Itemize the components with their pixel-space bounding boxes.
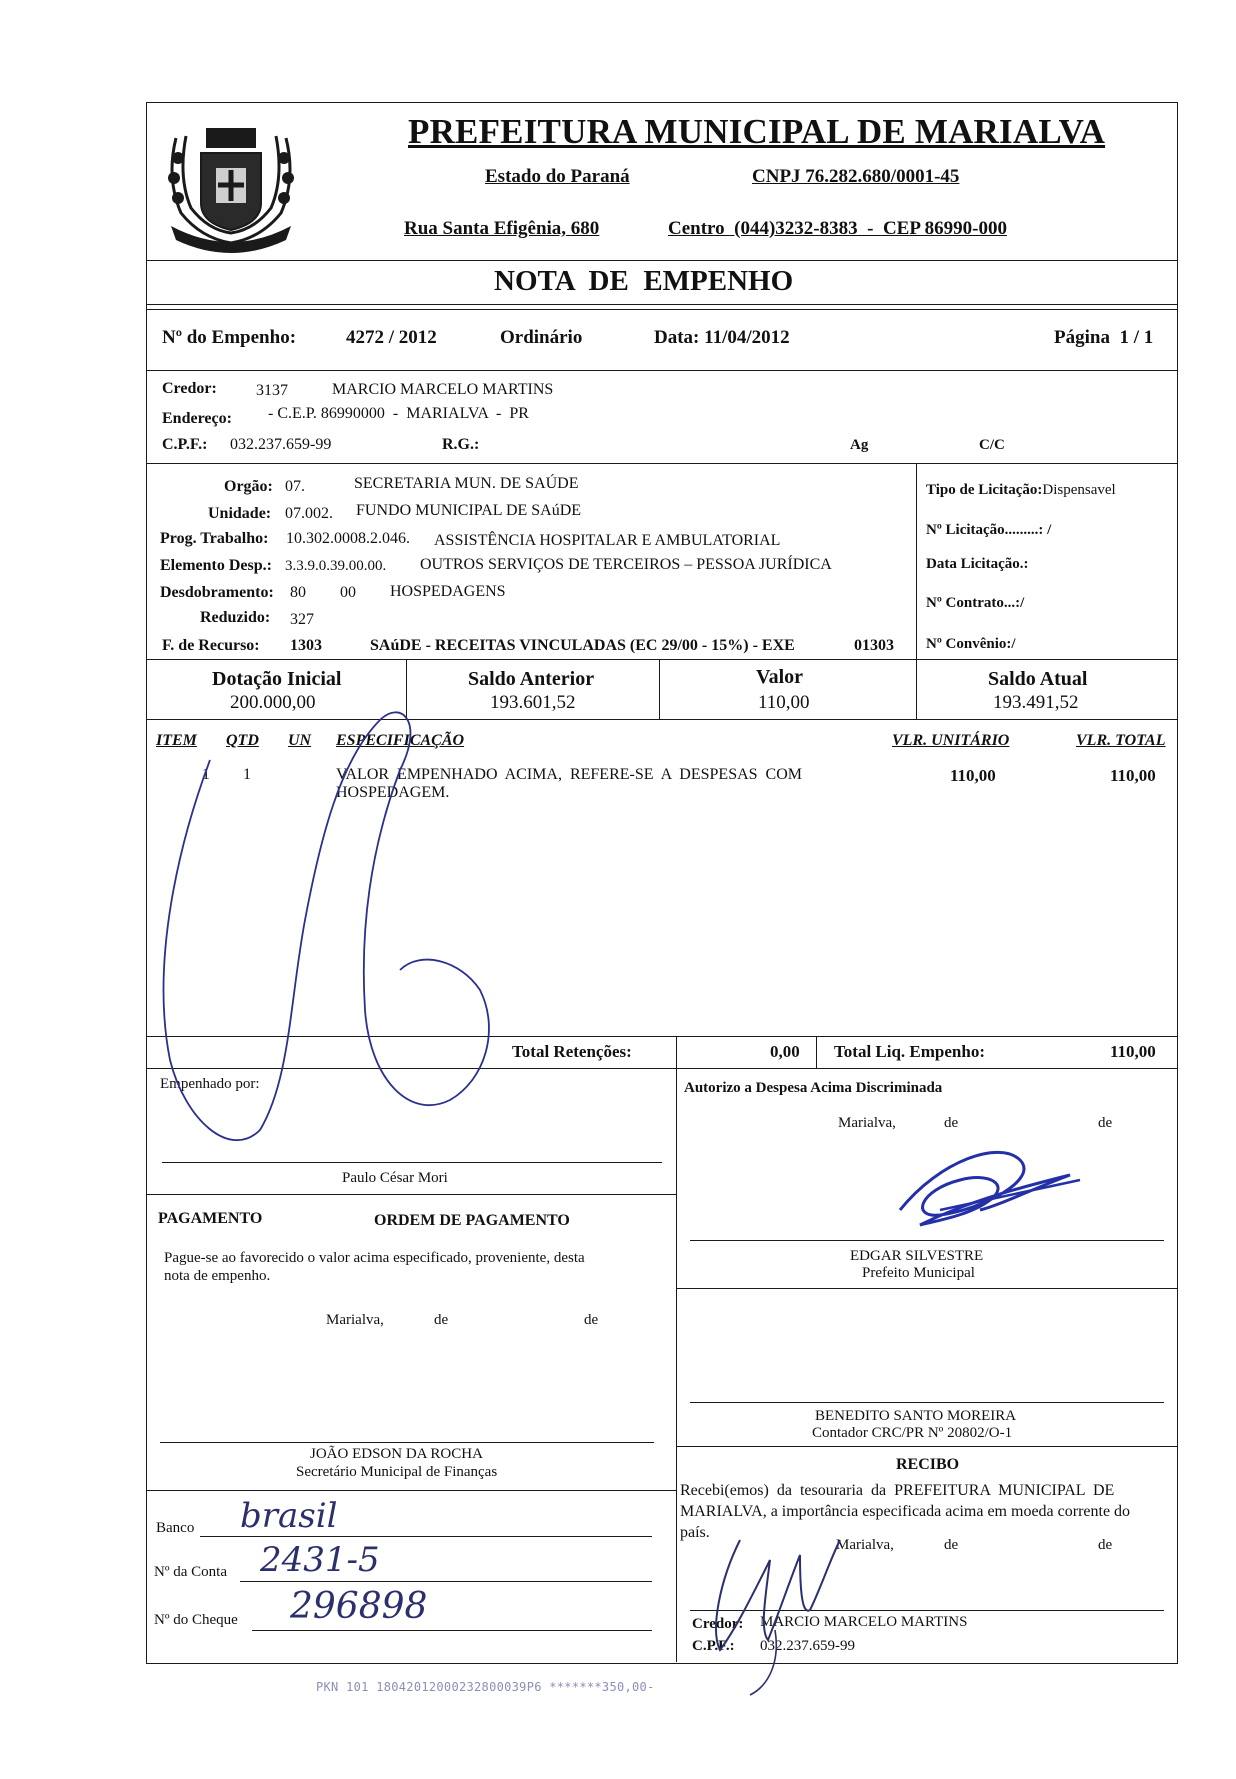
banco-label: Banco: [156, 1520, 195, 1536]
desdobramento-subcode: 00: [340, 584, 356, 601]
recibo-cpf-label: C.P.F.:: [692, 1638, 735, 1654]
desdobramento-code: 80: [290, 584, 306, 601]
banco-handwritten-value: brasil: [240, 1496, 338, 1536]
pagamento-signer-role: Secretário Municipal de Finanças: [296, 1464, 498, 1480]
pagamento-text-continued: nota de empenho.: [164, 1268, 271, 1284]
orgao-name: SECRETARIA MUN. DE SAÚDE: [354, 475, 579, 492]
orgao-label: Orgão:: [224, 478, 273, 495]
divider: [916, 659, 917, 719]
cc-label: C/C: [979, 437, 1005, 453]
divider: [676, 1068, 677, 1662]
autorizo-signer-role: Prefeito Municipal: [862, 1265, 975, 1281]
empenhado-signer: Paulo César Mori: [342, 1170, 448, 1186]
empenho-type: Ordinário: [500, 327, 583, 348]
address-label: Rua Santa Efigênia, 680: [404, 218, 600, 239]
ordem-pagamento-label: ORDEM DE PAGAMENTO: [374, 1212, 570, 1229]
liquid-total-label: Total Liq. Empenho:: [834, 1042, 985, 1061]
conta-label: Nº da Conta: [154, 1564, 227, 1580]
contador-signer: BENEDITO SANTO MOREIRA: [815, 1408, 1017, 1424]
municipality-title: PREFEITURA MUNICIPAL DE MARIALVA: [408, 112, 1106, 151]
reduzido-label: Reduzido:: [200, 609, 271, 626]
saldo-atual-value: 193.491,52: [993, 692, 1079, 713]
divider: [146, 1490, 676, 1491]
recibo-label: RECIBO: [896, 1456, 960, 1473]
conta-handwritten-value: 2431-5: [260, 1540, 380, 1580]
divider: [816, 1036, 817, 1068]
cpf-label: C.P.F.:: [162, 436, 208, 453]
elemento-code: 3.3.9.0.39.00.00.: [285, 558, 387, 574]
un-column-header: UN: [288, 732, 312, 749]
recurso-number: 01303: [854, 637, 894, 654]
footer-cheque-code: PKN 101 18042012000232800039P6 *******350,00-: [316, 1680, 655, 1694]
document-title: NOTA DE EMPENHO: [494, 265, 794, 297]
pagamento-place: Marialva,: [326, 1312, 384, 1328]
dotacao-label: Dotação Inicial: [212, 668, 342, 690]
divider: [146, 309, 1178, 310]
divider: [146, 659, 1178, 660]
prog-code: 10.302.0008.2.046.: [286, 530, 410, 547]
pagamento-text: Pague-se ao favorecido o valor acima especificado, proveniente, desta: [164, 1250, 585, 1266]
prog-label: Prog. Trabalho:: [160, 530, 269, 547]
contract-number: Nº Contrato...:/: [926, 595, 1025, 611]
address-label: Endereço:: [162, 410, 232, 427]
ag-label: Ag: [850, 437, 869, 453]
saldo-anterior-label: Saldo Anterior: [468, 668, 595, 690]
saldo-anterior-value: 193.601,52: [490, 692, 576, 713]
divider: [146, 370, 1178, 371]
elemento-label: Elemento Desp.:: [160, 557, 272, 574]
cheque-line: [252, 1630, 652, 1631]
autorizo-label: Autorizo a Despesa Acima Discriminada: [684, 1080, 943, 1096]
credor-cpf: 032.237.659-99: [230, 436, 332, 453]
saldo-atual-label: Saldo Atual: [988, 668, 1088, 690]
recurso-label: F. de Recurso:: [162, 637, 260, 654]
recurso-name: SAúDE - RECEITAS VINCULADAS (EC 29/00 - 15%) - EXE: [370, 637, 795, 654]
valor-label: Valor: [756, 666, 804, 688]
qtd-column-header: QTD: [226, 732, 259, 749]
banco-line: [200, 1536, 652, 1537]
autorizo-place: Marialva,: [838, 1115, 896, 1131]
autorizo-date-de: de: [1098, 1115, 1113, 1131]
item-number: 1: [202, 766, 210, 783]
empenho-number-label: Nº do Empenho:: [162, 327, 297, 348]
pagamento-label: PAGAMENTO: [158, 1210, 263, 1227]
unidade-code: 07.002.: [285, 505, 333, 522]
recibo-text-continued: MARIALVA, a importância especificada acima em moeda corrente do: [680, 1503, 1131, 1520]
total-value-column-header: VLR. TOTAL: [1076, 732, 1166, 749]
divider: [676, 1446, 1178, 1447]
licitacao-number: Nº Licitação.........: /: [926, 522, 1052, 538]
contact-label: Centro (044)3232-8383 - CEP 86990-000: [668, 218, 1007, 239]
recibo-text: Recebi(emos) da tesouraria da PREFEITURA MUNICIPAL DE: [680, 1482, 1115, 1499]
divider: [146, 1194, 676, 1195]
liquid-total-value: 110,00: [1110, 1042, 1156, 1061]
recibo-date-de: de: [944, 1537, 959, 1553]
divider: [676, 1036, 677, 1068]
prog-name: ASSISTÊNCIA HOSPITALAR E AMBULATORIAL: [434, 532, 781, 549]
cnpj-label: CNPJ 76.282.680/0001-45: [752, 166, 960, 187]
credor-address: - C.E.P. 86990000 - MARIALVA - PR: [268, 405, 529, 422]
signature-line: [160, 1442, 654, 1443]
pagamento-signer: JOÃO EDSON DA ROCHA: [310, 1446, 483, 1462]
credor-name: MARCIO MARCELO MARTINS: [332, 381, 554, 398]
cheque-handwritten-value: 296898: [290, 1586, 428, 1627]
autorizo-signer: EDGAR SILVESTRE: [850, 1248, 984, 1264]
signature-line: [690, 1240, 1164, 1241]
empenhado-label: Empenhado por:: [160, 1076, 260, 1092]
orgao-code: 07.: [285, 478, 305, 495]
recurso-code: 1303: [290, 637, 322, 654]
recibo-credor-name: MARCIO MARCELO MARTINS: [760, 1614, 968, 1630]
divider: [146, 260, 1178, 261]
rg-label: R.G.:: [442, 436, 480, 453]
recibo-credor-label: Credor:: [692, 1616, 744, 1632]
item-column-header: ITEM: [156, 732, 197, 749]
desdobramento-label: Desdobramento:: [160, 584, 274, 601]
licitacao-type: [926, 482, 1116, 499]
retencoes-value: 0,00: [770, 1042, 800, 1061]
coat-of-arms-logo: [156, 108, 306, 258]
credor-signature: [690, 1500, 870, 1700]
pagamento-date-de: de: [434, 1312, 449, 1328]
licitacao-type-label: Tipo de Licitação:: [926, 482, 1043, 498]
retencoes-label: Total Retenções:: [512, 1042, 632, 1061]
elemento-name: OUTROS SERVIÇOS DE TERCEIROS – PESSOA JURÍDICA: [420, 556, 832, 573]
divider: [146, 463, 1178, 464]
item-description: VALOR EMPENHADO ACIMA, REFERE-SE A DESPESAS COM: [336, 766, 802, 783]
divider: [146, 304, 1178, 305]
reduzido-value: 327: [290, 611, 314, 628]
page-indicator: Página 1 / 1: [1054, 327, 1154, 348]
item-quantity: 1: [243, 766, 251, 783]
contador-role: Contador CRC/PR Nº 20802/O-1: [812, 1425, 1013, 1441]
unidade-label: Unidade:: [208, 505, 272, 522]
item-unit-value: 110,00: [950, 766, 996, 785]
unidade-name: FUNDO MUNICIPAL DE SAúDE: [356, 502, 582, 519]
recibo-date-de: de: [1098, 1537, 1113, 1553]
item-total-value: 110,00: [1110, 766, 1156, 785]
desdobramento-name: HOSPEDAGENS: [390, 583, 506, 600]
divider: [916, 463, 917, 659]
credor-label: Credor:: [162, 380, 217, 397]
pagamento-date-de: de: [584, 1312, 599, 1328]
credor-code: 3137: [256, 382, 288, 399]
cheque-label: Nº do Cheque: [154, 1612, 238, 1628]
signature-line: [690, 1402, 1164, 1403]
dotacao-value: 200.000,00: [230, 692, 316, 713]
recibo-text-end: país.: [680, 1524, 710, 1541]
recibo-place: Marialva,: [836, 1537, 894, 1553]
valor-value: 110,00: [758, 692, 810, 713]
empenho-number: 4272 / 2012: [346, 327, 437, 348]
recibo-cpf-value: 032.237.659-99: [760, 1638, 855, 1654]
empenhado-signature: [150, 700, 670, 1170]
prefeito-signature: [880, 1140, 1100, 1240]
licitacao-date: Data Licitação.:: [926, 556, 1029, 572]
autorizo-date-de: de: [944, 1115, 959, 1131]
empenho-date: Data: 11/04/2012: [654, 327, 790, 348]
state-label: Estado do Paraná: [485, 166, 630, 187]
item-description-continued: HOSPEDAGEM.: [336, 784, 450, 801]
divider: [676, 1288, 1178, 1289]
licitacao-type-value: Dispensavel: [1042, 482, 1116, 498]
especificacao-column-header: ESPECIFICAÇÃO: [336, 732, 465, 749]
unit-value-column-header: VLR. UNITÁRIO: [892, 732, 1010, 749]
conta-line: [240, 1581, 652, 1582]
convenio-number: Nº Convênio:/: [926, 636, 1016, 652]
